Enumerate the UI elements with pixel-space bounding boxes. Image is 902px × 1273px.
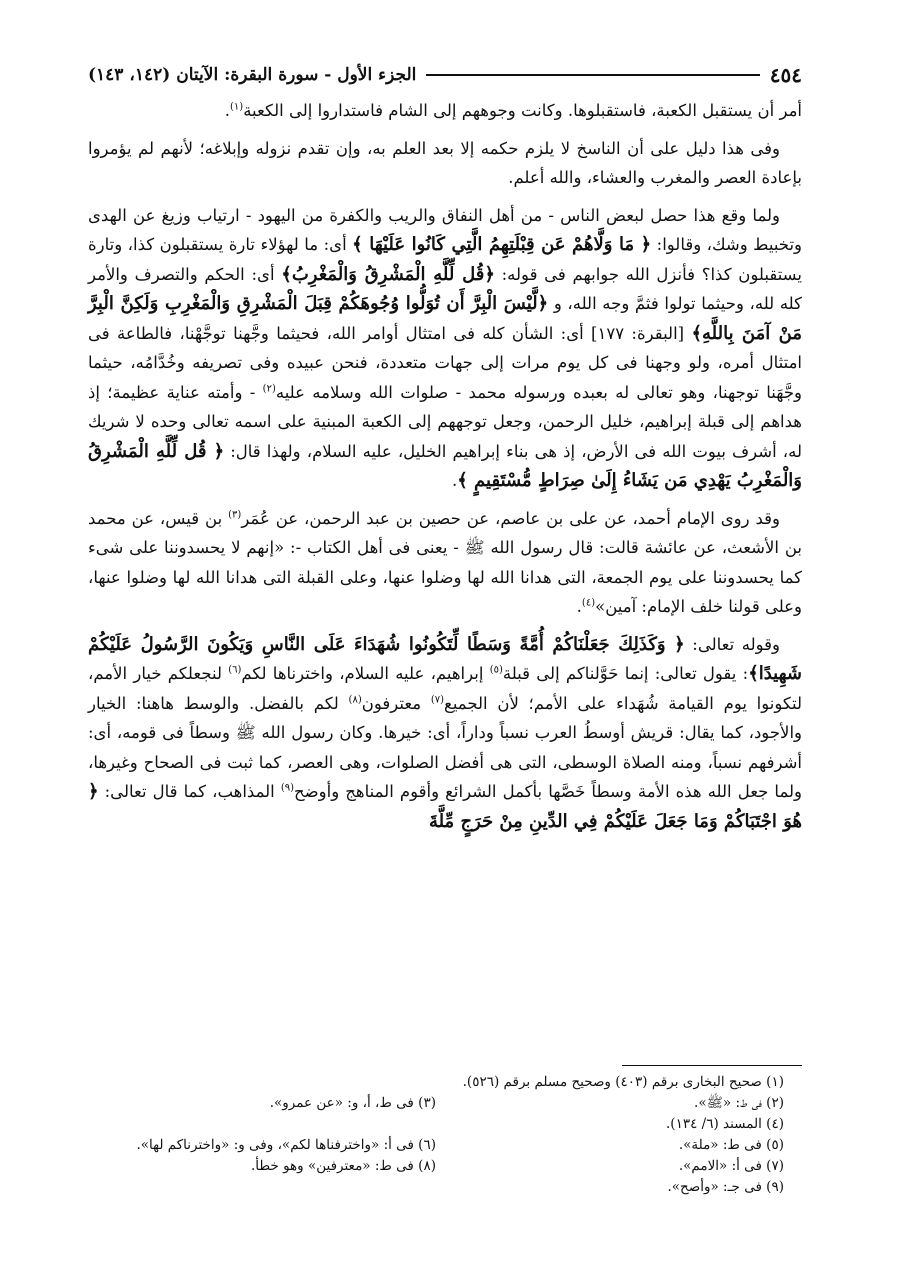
text-run: المذاهب، كما قال تعالى: xyxy=(98,782,281,801)
footnotes xyxy=(88,1072,784,1198)
footnote-ref: (٤) xyxy=(581,597,596,609)
footnote-7: (٧) فى أ: «الامم». xyxy=(678,1158,784,1174)
footnote-4: (٤) المسند (٦/ ١٣٤). xyxy=(666,1116,784,1132)
footnote-ref: (٦) xyxy=(228,664,242,676)
footnote-ref: (٨) xyxy=(348,694,362,705)
text-run: أى: الحكم والتصرف والأمر كله لله، وحيثما تولوا فثمَّ وجه الله، و xyxy=(88,264,802,313)
header-rule xyxy=(426,74,759,76)
text-run: . xyxy=(451,471,458,490)
footnote-divider xyxy=(622,1065,802,1066)
paragraph: وفى هذا دليل على أن الناسخ لا يلزم حكمه إلا بعد العلم به، وإن تقدم نزوله وإبلاغه؛ لأنهم لم يؤمروا بإعادة العصر والمغرب والعشاء، والله أعلم. xyxy=(88,138,802,187)
page-header xyxy=(88,62,802,88)
text-run: بن قيس، عن محمد بن الأشعث، عن عائشة قالت: قال رسول الله ﷺ - يعنى فى أهل الكتاب -: «إنهم لا يحسدوننا على شىء كما يحسدوننا على يوم الجمعة، التى هدانا الله لها وضلوا عنها، وعلى القبلة التى هدانا الله لها وضلوا عنها، وعلى قولنا خلف الإمام: آمين» xyxy=(88,508,802,616)
text-run: ولما وقع هذا حصل لبعض الناس - من أهل النفاق والريب والكفرة من اليهود - ارتياب وزيغ عن الهدى وتخبيط وشك، وقالوا: xyxy=(88,205,803,254)
text-run: أى: ما لهؤلاء تارة يستقبلون كذا، وتارة يستقبلون كذا؟ فأنزل الله جوابهم فى قوله: xyxy=(88,235,802,284)
footnote-row xyxy=(88,1114,784,1135)
quran-verse: ﴿ هُوَ اجْتَبَاكُمْ وَمَا جَعَلَ عَلَيْكُمْ فِي الدِّينِ مِنْ حَرَجٍ مِّلَّةَ xyxy=(88,781,802,832)
footnote-3: (٣) فى ط، أ، و: «عن عمرو». xyxy=(269,1095,436,1111)
footnote-ref: (٣) xyxy=(228,509,242,520)
footnote-5: (٥) فى ط: «ملة». xyxy=(678,1137,784,1153)
text-run: إبراهيم، عليه السلام، واخترناها لكم xyxy=(241,664,490,683)
footnote-ref: (٥) xyxy=(489,664,503,676)
footnote-row xyxy=(88,1072,784,1093)
footnote-ref: (٧) xyxy=(430,694,445,705)
footnote-9: (٩) فى جـ: «وأصح». xyxy=(667,1179,784,1195)
footnote-ref: (٢) xyxy=(262,383,276,394)
footnote-row xyxy=(88,1135,784,1156)
text-run: وقوله تعالى: xyxy=(684,634,780,654)
quran-verse: ﴿قُل لِّلَّهِ الْمَشْرِقُ وَالْمَغْرِبُ﴾ xyxy=(281,263,495,285)
text-run: [البقرة: ١٧٧] أى: الشأن كله فى امتثال أوامر الله، فحيثما وجَّهنا توجَّهْنا، فالطاعة فى امتثال أمره، ولو وجهنا فى كل يوم مرات إلى جهات متعددة، فنحن عبيده وفى تصريفه وخُدَّامُه، حيثما وجَّهَنا توجهنا، وهو تعالى له بعبده ورسوله محمد - صلوات الله وسلامه عليه xyxy=(88,323,802,402)
text-run: . xyxy=(576,597,582,616)
running-title: الجزء الأول - سورة البقرة: الآيتان (١٤٢، ١٤٣) xyxy=(88,65,417,85)
text-run: : يقول تعالى: إنما حَوَّلناكم إلى قبلة xyxy=(502,664,749,683)
footnote-6: (٦) فى أ: «واخترفناها لكم»، وفى و: «واخترناكم لها». xyxy=(136,1137,436,1153)
paragraph: أمر أن يستقبل الكعبة، فاستقبلوها. وكانت وجوههم إلى الشام فاستداروا إلى الكعبة$^{(١)}$. xyxy=(224,101,802,120)
text-run: وقد روى الإمام أحمد، عن على بن عاصم، عن حصين بن عبد الرحمن، عن عُمَر xyxy=(241,508,780,528)
quran-verse: ﴿ قُل لِّلَّهِ الْمَشْرِقُ وَالْمَغْرِبُ يَهْدِي مَن يَشَاءُ إِلَىٰ صِرَاطٍ مُّسْتَقِيمٍ ﴾ xyxy=(88,440,802,491)
footnote-ref: (١) xyxy=(230,101,244,113)
footnote-row xyxy=(88,1177,784,1198)
footnote-row xyxy=(88,1156,784,1177)
paragraph xyxy=(88,504,802,622)
quran-verse: ﴿ مَا وَلَّاهُمْ عَن قِبْلَتِهِمُ الَّتِي كَانُوا عَلَيْهَا ﴾ xyxy=(352,234,652,255)
footnote-2: (٢) فى ط: «ﷺ». xyxy=(694,1095,784,1111)
text-run: أمر أن يستقبل الكعبة، فاستقبلوها. وكانت وجوههم إلى الشام فاستداروا إلى الكعبة xyxy=(243,101,802,120)
footnote-1: (١) صحيح البخارى برقم (٤٠٣) وصحيح مسلم برقم (٥٢٦). xyxy=(462,1074,784,1090)
footnote-row xyxy=(88,1093,784,1114)
text-run: معترفون xyxy=(361,693,431,713)
footnote-ref: (٩) xyxy=(280,782,295,794)
paragraph xyxy=(88,630,802,837)
quran-verse: ﴿لَّيْسَ الْبِرَّ أَن تُوَلُّوا وُجُوهَكُمْ قِبَلَ الْمَشْرِقِ وَالْمَغْرِبِ وَلَكِنَّ الْبِرَّ مَنْ آمَنَ بِاللَّهِ﴾ xyxy=(88,293,802,344)
page-number: ٤٥٤ xyxy=(769,63,802,87)
text-run: لنجعلكم خيار الأمم، لتكونوا يوم القيامة شُهَداء على الأمم؛ لأن الجميع xyxy=(88,664,802,713)
footnote-8: (٨) فى ط: «معترفين» وهو خطأ. xyxy=(250,1158,436,1174)
text-run: - وأمته عناية عظيمة؛ إذ هداهم إلى قبلة إبراهيم، خليل الرحمن، وجعل توجههم إلى الكعبة المبنية على اسمه تعالى وحده لا شريك له، أشرف بيوت الله فى الأرض، إذ هى بناء إبراهيم الخليل، عليه السلام، ولهذا قال: xyxy=(88,382,802,461)
main-text xyxy=(88,96,802,844)
text-run: لكم بالفضل. والوسط هاهنا: الخيار والأجود، كما يقال: قريش أوسطُ العرب نسباً وداراً، أى: خيرها. وكان رسول الله ﷺ وسطاً فى قومه، أى: أشرفهم نسباً، ومنه الصلاة الوسطى، التى هى أفضل الصلوات، وهى العصر، كما ثبت فى الصحاح وغيرها، ولما جعل الله هذه الأمة وسطاً خَصَّها بأكمل الشرائع وأقوم المناهج وأوضح xyxy=(88,693,802,801)
paragraph xyxy=(88,201,802,496)
quran-verse: ﴿ وَكَذَلِكَ جَعَلْنَاكُمْ أُمَّةً وَسَطًا لِّتَكُونُوا شُهَدَاءَ عَلَى النَّاسِ وَيَكُونَ الرَّسُولُ عَلَيْكُمْ شَهِيدًا﴾ xyxy=(88,633,802,684)
